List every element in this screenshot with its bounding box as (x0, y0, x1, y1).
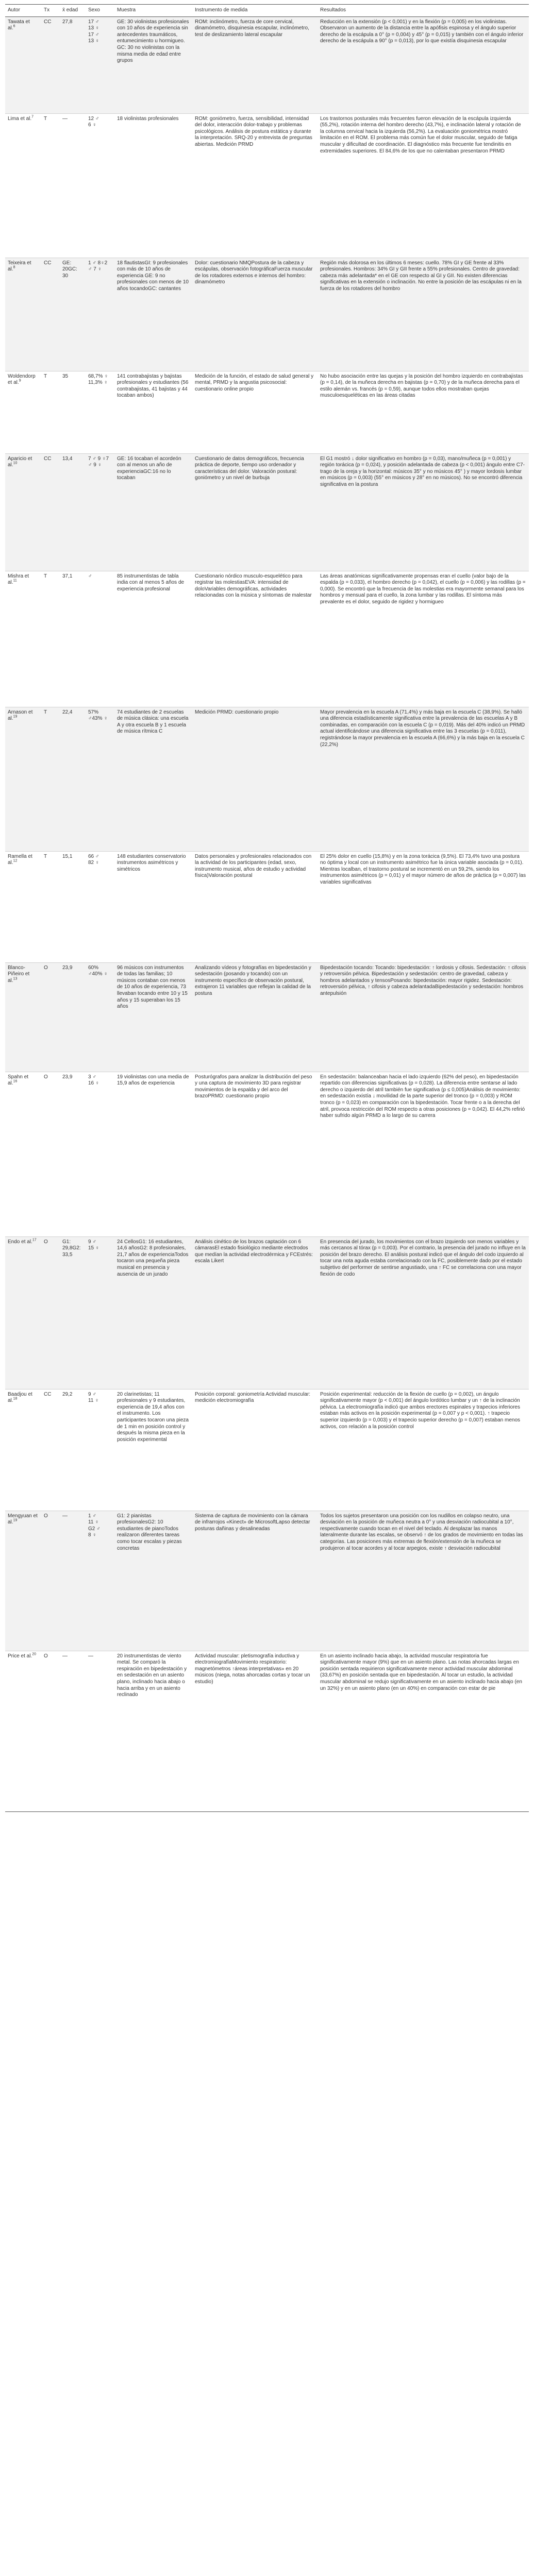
cell-type: O (44, 1239, 48, 1245)
table-row (5, 707, 529, 851)
author-name: Mengyuan et al. (8, 1513, 38, 1526)
author-reference: 17 (32, 1238, 37, 1242)
author-reference: 9 (19, 379, 21, 383)
author-name: Woldendorp et al. (8, 373, 36, 386)
cell-sex: 7 ♂ 9 ♀7 ♂ 9 ♀ (88, 455, 109, 468)
cell-age: 35 (62, 373, 69, 379)
cell-age: GE: 20GC: 30 (62, 260, 77, 279)
cell-type: O (44, 964, 48, 971)
cell-type: CC (44, 455, 52, 462)
author-name: Endo et al. (8, 1239, 32, 1245)
cell-type: O (44, 1074, 48, 1080)
table-row (5, 371, 529, 453)
cell-results: Bipedestación tocando: Tocando: bipedestación: ↑ lordosis y cifosis. Sedestación: ↑ cifosis y retroversión pélvica. Bipedestación y sedestación: centro de gravedad, cabeza y hombros adelantados y tensosPosando: bipedestación: mayor rigidez. Sedestación: retroversión pélvica, ↑ cifosis y cabeza adelantadaBipedestación y sedestación: hombros antepulsión (320, 964, 526, 996)
cell-results: Los trastornos posturales más frecuentes fueron elevación de la escápula izquierda (55,2%), rotación interna del hombro derecho (43,7%), e inclinación lateral y rotación de la columna cervical hacia la izquierda (56,2%). La evaluación goniométrica mostró limitación en el ROM. El problema más común fue el dolor muscular, seguido de fatiga muscular y dificultad de coordinación. El diagnóstico más frecuente fue tendinitis en extremidades superiores. El 84,6% de los que no calentaban presentaron PRMD (320, 115, 521, 154)
cell-results: El G1 mostró ↓ dolor significativo en hombro (p = 0,03), mano/muñeca (p = 0,001) y región torácica (p = 0,024), y posición adelantada de cabeza (p < 0,001) ángulo entre C7-trago de la oreja y la horizontal: músicos 35° y no músicos 45° ) y mayor lordosis lumbar en músicos (p = 0,003) (55° en músicos y 28° en no músicos). No se encontró diferencia significativa en la postura (320, 455, 525, 487)
cell-author (5, 1072, 41, 1236)
cell-sample: 74 estudiantes de 2 escuelas de música clásica: una escuela A y otra escuela B y 1 escuela de música rítmica C (117, 709, 189, 735)
cell-author (5, 371, 41, 453)
cell-instrument: Posturógrafos para analizar la distribución del peso y una captura de movimiento 3D para registrar movimientos de la espalda y del arco del brazoPRMD: cuestionario propio (195, 1074, 312, 1099)
table-body (5, 16, 529, 1811)
cell-instrument: Dolor: cuestionario NMQPostura de la cabeza y escápulas, observación fotográficaFuerza muscular de los rotadores externos e internos del hombro: dinamómetro (195, 260, 313, 285)
cell-age: 29,2 (62, 1391, 73, 1397)
cell-type: T (44, 709, 47, 715)
cell-results: El 25% dolor en cuello (15,8%) y en la zona torácica (9,5%). El 73,4% tuvo una postura no óptima y local con un instrumento asimétrico fue la única variable asociada (p = 0,01). Mientras localban, el trastorno postural se incrementó en un 59,2%, siendo los instrumentos asimétricos (p = 0,01) y el mayor número de años de práctica (p = 0,007) las variables significativas (320, 853, 526, 885)
cell-instrument: ROM: goniómetro, fuerza, sensibilidad, intensidad del dolor, interacción dolor-trabajo y problemas psicológicos. Análisis de postura estática y durante la interpretación. SRQ-20 y entrevista de preguntas abiertas. Medición PRMD (195, 115, 312, 147)
cell-age: — (62, 1653, 68, 1659)
author-name: Blanco-Piñeiro et al. (8, 964, 30, 984)
table-row (5, 1072, 529, 1236)
cell-age: 37,1 (62, 573, 73, 579)
author-name: Lima et al. (8, 115, 32, 122)
cell-author (5, 1389, 41, 1511)
author-name: Tawata et al. (8, 19, 30, 31)
cell-sample: 18 violinistas profesionales (117, 115, 179, 122)
cell-instrument: Medición PRMD: cuestionario propio (195, 709, 279, 715)
header-row (5, 5, 529, 17)
author-reference: 18 (13, 1397, 18, 1401)
cell-sample: 19 violinistas con una media de 15,9 años de experiencia (117, 1074, 189, 1087)
cell-type: CC (44, 19, 52, 25)
author-reference: 20 (32, 1652, 37, 1656)
cell-results: Todos los sujetos presentaron una posición con los nudillos en colapso neutro, una desviación en la posición de muñeca neutra a 0° y una desviación radiocubital a 10°, respectivamente cuando tocan en el nivel del teclado. Al desplazar las manos lateralmente durante las escalas, se observó ↑ de los grados de movimiento en todas las categorías. Las posiciones más extremas de flexión/extensión de la muñeca se produjeron al tocar acordes y al tocar arpegios, existe ↑ desviación radiocubital (320, 1513, 523, 1551)
cell-results: Reducción en la extensión (p < 0,001) y en la flexión (p = 0,005) en los violinistas. Observaron un aumento de la distancia entre la apófisis espinosa y el ángulo superior derecho de la escápula a 0° (p = 0,004) y 45° (p = 0,015) y también con el ángulo inferior derecho de la escápula a 90° (p = 0,013), por lo que existía disquinesia escapular (320, 19, 524, 44)
cell-author (5, 1511, 41, 1651)
cell-age: 23,9 (62, 964, 73, 971)
cell-instrument: Posición corporal: goniometría Actividad muscular: medición electromiografía (195, 1391, 310, 1404)
header-age: x̄ edad (60, 5, 86, 17)
author-reference: 12 (13, 859, 18, 863)
cell-sample: G1: 2 pianistas profesionalesG2: 10 estudiantes de pianoTodos realizaron diferentes tareas como tocar escalas y piezas concretas (117, 1513, 182, 1551)
cell-sample: 18 flautistasGI: 9 profesionales con más de 10 años de experiencia GE: 9 no profesionales con menos de 10 años tocandoGC: cantantes (117, 260, 189, 292)
studies-table (5, 4, 529, 1812)
cell-sex: — (88, 1653, 93, 1659)
table-row (5, 571, 529, 707)
cell-age: 13,4 (62, 455, 73, 462)
cell-sample: 20 clarinetistas; 11 profesionales y 9 estudiantes, experiencia de 19,4 años con el instrumento. Los participantes tocaron una pieza de 1 min en posición control y después la misma pieza en la posición experimental (117, 1391, 189, 1443)
cell-instrument: Analizando vídeos y fotografías en bipedestación y sedestación (posando y tocando) con un instrumento específico de observación postural, extrajeron 11 variables que reflejan la calidad de la postura (195, 964, 311, 996)
header-sex: Sexo (86, 5, 114, 17)
cell-author (5, 707, 41, 851)
cell-instrument: Datos personales y profesionales relacionados con la actividad de los participantes (edad, sexo, instrumento musical, años de estudio y actividad física)Valoración postural (195, 853, 312, 879)
cell-type: CC (44, 1391, 52, 1397)
cell-age: 23,9 (62, 1074, 73, 1080)
cell-type: O (44, 1653, 48, 1659)
cell-sample: GE: 16 tocaban el acordeón con al menos un año de experienciaGC:16 no lo tocaban (117, 455, 181, 481)
cell-results: En presencia del jurado, los movimientos con el brazo izquierdo son menos variables y más cercanos al tórax (p = 0,003). Por el contrario, la presencia del jurado no influye en la posición del brazo derecho. El análisis postural indicó que el ángulo del codo izquierdo al tocar una nota aguda estaba correlacionado con la FC, posiblemente dado por el estado subjetivo del performer de sentirse angustiado, una ↑ FC se correlaciona con una mayor flexión de codo (320, 1239, 526, 1277)
cell-author (5, 1651, 41, 1811)
cell-type: O (44, 1513, 48, 1519)
author-reference: 19 (13, 1518, 18, 1522)
author-name: Teixeira et al. (8, 260, 31, 273)
cell-author (5, 962, 41, 1072)
author-name: Aparicio et al. (8, 455, 32, 468)
author-name: Baadjou et al. (8, 1391, 32, 1404)
cell-instrument: Medición de la función, el estado de salud general y mental, PRMD y la angustia psicosocial: cuestionario online propio (195, 373, 314, 392)
cell-type: T (44, 853, 47, 859)
author-reference: 16 (13, 1079, 18, 1083)
table-row (5, 851, 529, 962)
cell-author (5, 851, 41, 962)
cell-sex: 12 ♂ 6 ♀ (88, 115, 99, 128)
author-name: Arnason et al. (8, 709, 33, 722)
cell-age: 22,4 (62, 709, 73, 715)
cell-author (5, 258, 41, 371)
header-sample: Muestra (114, 5, 192, 17)
cell-results: No hubo asociación entre las quejas y la posición del hombro izquierdo en contrabajistas (p = 0,14), de la muñeca derecha en bajistas (p = 0,70) y de la muñeca derecha para el estilo alemán vs. francés (p = 0,59), aunque todos ellos mostraban quejas musculoesqueléticas en las áreas citadas (320, 373, 523, 399)
cell-sex: 9 ♂ 15 ♀ (88, 1239, 99, 1251)
cell-sex: 1 ♂ 11 ♀ G2 ♂ 8 ♀ (88, 1513, 101, 1538)
cell-sample: 85 instrumentistas de tabla india con al menos 5 años de experiencia profesional (117, 573, 185, 592)
cell-sex: 17 ♂ 13 ♀ 17 ♂ 13 ♀ (88, 19, 99, 44)
author-name: Spahn et al. (8, 1074, 29, 1087)
cell-sex: 1 ♂ 8♀2 ♂ 7 ♀ (88, 260, 108, 273)
cell-results: Las áreas anatómicas significativamente propensas eran el cuello (valor bajo de la espalda (p = 0,033), el hombro derecho (p = 0,042), el cuello (p = 0,006) y las rodillas (p = 0,000). Se encontró que la frecuencia de las molestias era mayormente semanal para los hombros y mensual para el cuello, la zona lumbar y las rodillas. El síntoma más prevalente es el dolor, seguido de rigidez y hormigueo (320, 573, 526, 605)
author-reference: 19 (13, 715, 18, 719)
cell-instrument: Sistema de captura de movimiento con la cámara de infrarrojos «Kinect» de MicrosoftLapso detectar posturas dañinas y desalineadas (195, 1513, 310, 1532)
table-row (5, 453, 529, 571)
author-reference: 8 (13, 265, 15, 269)
cell-age: G1: 29,8G2: 33,5 (62, 1239, 81, 1258)
author-reference: 11 (13, 579, 17, 583)
table-header (5, 5, 529, 17)
cell-sample: 96 músicos con instrumentos de todas las familias; 10 músicos contaban con menos de 10 años de experiencia, 73 llevaban tocando entre 10 y 15 años y 15 superaban los 15 años (117, 964, 188, 1010)
cell-age: — (62, 1513, 68, 1519)
cell-results: En sedestación: balanceaban hacia el lado izquierdo (62% del peso), en bipedestación repartido con diferencias significativas (p = 0,028). La diferencia entre sentarse al lado derecho o izquierdo del atril también fue significativa (p ≤ 0,005)Análisis de movimiento: en sedestación existía ↓ movilidad de la parte superior del tronco (p = 0,003) y ROM tronco (p = 0,023) en comparación con la bipedestación. Tocar frente o a la derecha del atril, provoca restricción del ROM respecto a otras posiciones (p = 0,042). El 44,2% refirió haber sufrido algún PRMD a lo largo de su carrera (320, 1074, 525, 1119)
cell-type: T (44, 373, 47, 379)
header-results: Resultados (318, 5, 529, 17)
table-row (5, 962, 529, 1072)
author-name: Price et al. (8, 1653, 32, 1659)
cell-instrument: Cuestionario nórdico musculo-esquelético para registrar las molestiasEVA: intensidad de doloVariables demográficas, actividades relacionadas con la música y síntomas de malestar (195, 573, 312, 599)
table-row (5, 16, 529, 113)
table-row (5, 113, 529, 258)
cell-age: 27,8 (62, 19, 73, 25)
cell-instrument: Cuestionario de datos demográficos, frecuencia práctica de deporte, tiempo uso ordenador y características del dolor. Valoración postural: goniómetro y un nivel de burbuja (195, 455, 304, 481)
cell-author (5, 113, 41, 258)
author-reference: 13 (13, 977, 18, 981)
cell-author (5, 1236, 41, 1389)
cell-sex: 57% ♂43% ♀ (88, 709, 108, 722)
cell-instrument: Actividad muscular: pletismografía inductiva y electromiografíaMovimiento respiratorio: magnetómetros ↑áreas interpretativas» en 20 músicos (niega, notas ahorcadas cortas y tocar un estudio) (195, 1653, 310, 1685)
author-reference: 7 (31, 115, 34, 119)
table-row (5, 1389, 529, 1511)
cell-sample: 24 CellosG1: 16 estudiantes, 14,6 añosG2: 8 profesionales, 21,7 años de experienciaTodos tocaron una pequeña pieza musical en presencia y ausencia de un jurado (117, 1239, 189, 1277)
cell-sex: 9 ♂ 11 ♀ (88, 1391, 99, 1404)
header-instrument: Instrumento de medida (192, 5, 318, 17)
cell-sex: 68,7% ♀ 11,3% ♀ (88, 373, 108, 386)
cell-results: En un asiento inclinado hacia abajo, la actividad muscular respiratoria fue significativamente mayor (9%) que en un asiento plano. Las notas ahorcadas largas en posición sentada requirieron significativamente menor actividad muscular abdominal (33,67%) en posición sentada que en bipedestación. Al tocar un estudio, la actividad muscular abdominal se redujo significativamente en un asiento inclinado hacia abajo (en un 32%) y en un asiento plano (en un 40%) en comparación con estar de pie (320, 1653, 522, 1691)
cell-results: Región más dolorosa en los últimos 6 meses: cuello. 78% GI y GE frente al 33% profesionales. Hombros: 34% GI y GII frente a 55% profesionales. Centro de gravedad: cabeza más adelantada* en el GE con respecto al GI y GII. No existen diferencias significativas en la extensión o inclinación. No entre la posición de las escápulas ni en la fuerza de los rotadores del hombro (320, 260, 522, 292)
cell-sex: 60% ♂40% ♀ (88, 964, 108, 977)
cell-age: 15,1 (62, 853, 73, 859)
header-author: Autor (5, 5, 41, 17)
cell-sex: 66 ♂ 82 ♀ (88, 853, 99, 866)
cell-instrument: ROM: inclinómetro, fuerza de core cervical, dinamómetro, disquinesia escapular, inclinómetro, test de deslizamiento lateral escapular (195, 19, 309, 38)
cell-sample: 20 instrumentistas de viento metal. Se comparó la respiración en bipedestación y en sedestación en un asiento plano, inclinado hacia abajo o hacia arriba y en un asiento reclinado (117, 1653, 187, 1698)
cell-sex: 3 ♂ 16 ♀ (88, 1074, 99, 1087)
cell-author (5, 571, 41, 707)
table-container (5, 4, 529, 1812)
author-reference: 6 (13, 24, 15, 28)
cell-instrument: Análisis cinético de los brazos captación con 6 cámarasEl estado fisiológico mediante electrodos que medían la actividad electrodérmica y FCEstrés: escala Likert (195, 1239, 313, 1264)
cell-type: T (44, 115, 47, 122)
cell-type: T (44, 573, 47, 579)
table-row (5, 1651, 529, 1811)
cell-author (5, 453, 41, 571)
cell-results: Posición experimental: reducción de la flexión de cuello (p = 0,002), un ángulo significativamente mayor (p < 0,001) del ángulo lordótico lumbar y un ↑ de la inclinación pélvica. La electromiografía indicó que ambos erectores espinales y trapecios inferiores estaban más activos en la posición experimental (p = 0,007 y p < 0,001). ↑ trapecio superior izquierdo (p = 0,003) y el trapecio superior derecho (p = 0,007) estaban menos activos, con relación a la posición control (320, 1391, 521, 1430)
cell-type: CC (44, 260, 52, 266)
table-row (5, 258, 529, 371)
author-name: Ramella et al. (8, 853, 32, 866)
table-row (5, 1511, 529, 1651)
cell-sample: 148 estudiantes conservatorio instrumentos asimétricos y simétricos (117, 853, 186, 872)
author-name: Mishra et al. (8, 573, 29, 586)
author-reference: 10 (13, 461, 18, 465)
cell-sample: GE: 30 violinistas profesionales con 10 años de experiencia sin antecedentes traumáticos, entumecimiento u hormigueo. GC: 30 no violinistas con la misma media de edad entre grupos (117, 19, 189, 64)
cell-sex: ♂ (88, 573, 92, 579)
cell-sample: 141 contrabajistas y bajistas profesionales y estudiantes (56 contrabajistas, 41 bajistas y 44 tocaban ambos) (117, 373, 189, 399)
header-type: Tx (41, 5, 60, 17)
cell-author (5, 16, 41, 113)
cell-age: — (62, 115, 68, 122)
table-row (5, 1236, 529, 1389)
cell-results: Mayor prevalencia en la escuela A (71,4%) y más baja en la escuela C (38,9%). Se halló una diferencia estadísticamente significativa entre la prevalencia de las escuelas A y B combinadas, en comparación con la escuela C (p = 0,019). Más del 40% indicó un PRMD actual identificándose una diferencia significativa entre las 3 escuelas (p = 0,011), registrándose la mayor prevalencia en la escuela A (66,6%) y la más baja en la escuela C (22,2%) (320, 709, 525, 748)
